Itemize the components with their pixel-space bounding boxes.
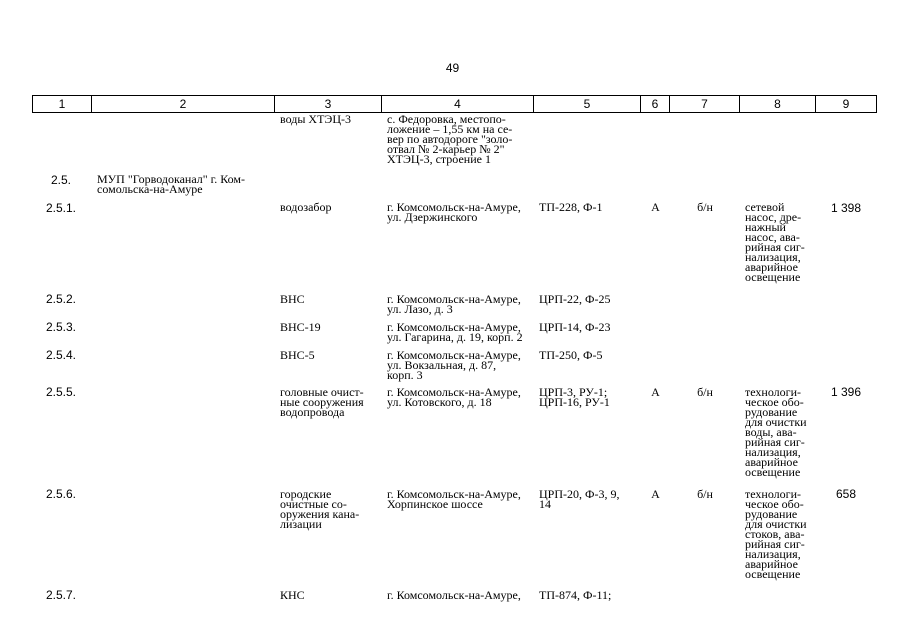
address: г. Комсомольск-на-Амуре, ул. Лазо, д. 3 [387,292,521,316]
equipment-description: технологи- ческое обо- рудование для очистки стоков, ава- рийная сиг- нализация, аварийное освещение [745,487,807,581]
column-header-7: 7 [670,96,740,113]
object-name: КНС [280,588,305,602]
object-name: водозабор [280,200,332,214]
power-source: ЦРП-22, Ф-25 [539,292,611,306]
power-value: 1 396 [830,385,862,399]
object-name: ВНС-5 [280,348,315,362]
page-number: 49 [445,61,460,75]
column-header-9: 9 [816,96,877,113]
column-header-table [32,95,877,113]
row-number: 2.5.2. [45,292,77,306]
address: г. Комсомольск-на-Амуре, ул. Дзержинского [387,200,521,224]
category: А [651,487,660,501]
address: г. Комсомольск-на-Амуре, [387,588,521,602]
object-name: городские очистные со- оружения кана- лизации [280,487,360,531]
row-number: 2.5. [50,173,71,187]
power-source: ЦРП-20, Ф-3, 9, 14 [539,487,620,511]
object-name: воды ХТЭЦ-3 [280,112,351,126]
column-header-3: 3 [275,96,382,113]
power-source: ЦРП-14, Ф-23 [539,320,611,334]
row-number: 2.5.4. [45,348,77,362]
power-source: ЦРП-3, РУ-1; ЦРП-16, РУ-1 [539,385,610,409]
column-header-2: 2 [92,96,275,113]
object-name: ВНС-19 [280,320,321,334]
power-source: ТП-874, Ф-11; [539,588,612,602]
column-header-6: 6 [641,96,670,113]
object-name: ВНС [280,292,305,306]
power-source: ТП-228, Ф-1 [539,200,603,214]
category: А [651,200,660,214]
document-number: б/н [697,200,713,214]
address: г. Комсомольск-на-Амуре, ул. Вокзальная, д. 87, корп. 3 [387,348,521,382]
equipment-description: сетевой насос, дре- нажный насос, ава- рийная сиг- нализация, аварийное освещение [745,200,805,284]
column-header-8: 8 [740,96,816,113]
row-number: 2.5.3. [45,320,77,334]
power-value: 658 [835,487,857,501]
column-header-1: 1 [33,96,92,113]
column-header-row [33,96,877,113]
address: г. Комсомольск-на-Амуре, ул. Котовского, д. 18 [387,385,521,409]
row-number: 2.5.1. [45,201,77,215]
row-number: 2.5.5. [45,385,77,399]
document-number: б/н [697,487,713,501]
row-number: 2.5.7. [45,588,77,602]
power-source: ТП-250, Ф-5 [539,348,603,362]
column-header-4: 4 [382,96,534,113]
power-value: 1 398 [830,201,862,215]
organization-name: МУП "Горводоканал" г. Ком- сомольска-на-Амуре [97,172,246,196]
equipment-description: технологи- ческое обо- рудование для очистки воды, ава- рийная сиг- нализация, аварийное освещение [745,385,807,479]
address: г. Комсомольск-на-Амуре, Хорпинское шоссе [387,487,521,511]
category: А [651,385,660,399]
row-number: 2.5.6. [45,487,77,501]
object-name: головные очист- ные сооружения водопровода [280,385,364,419]
address: г. Комсомольск-на-Амуре, ул. Гагарина, д. 19, корп. 2 [387,320,523,344]
address: с. Федоровка, местопо- ложение – 1,55 км на се- вер по автодороге "золо- отвал № 2-карьер № 2" ХТЭЦ-3, строение 1 [387,112,513,166]
column-header-5: 5 [534,96,641,113]
document-number: б/н [697,385,713,399]
